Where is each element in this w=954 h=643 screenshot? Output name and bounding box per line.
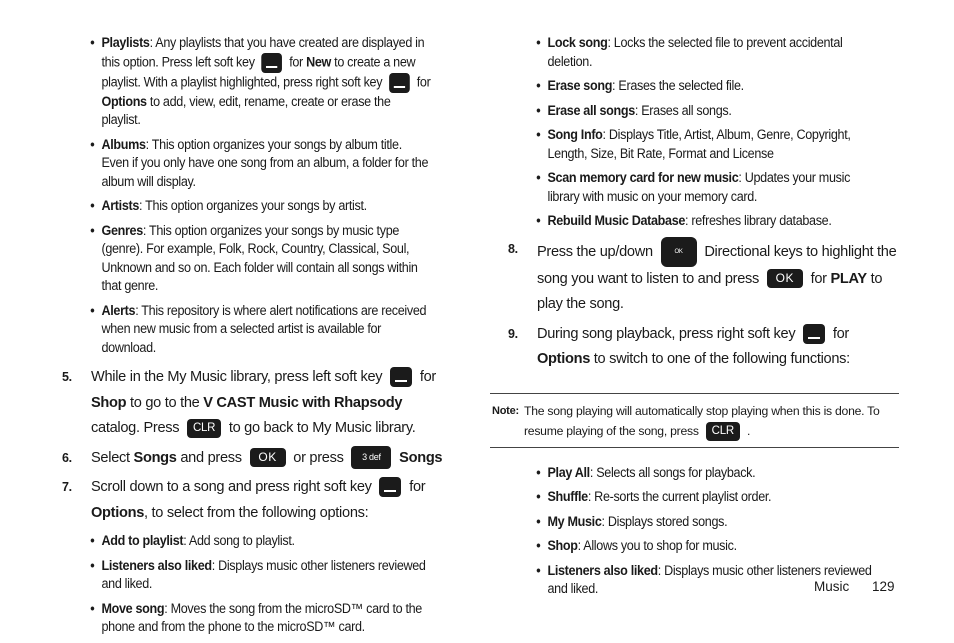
clr-key-icon: CLR (706, 422, 740, 441)
left-column (62, 34, 454, 643)
right-soft-key-icon (379, 477, 401, 497)
bullet-genres: • Genres: This option organizes your songs by music type (genre). For example, Folk, Rock, Country, Classical, Soul, Unknown and so on. Each folder will contain all songs within that genre. (90, 222, 418, 293)
bullet-my-music: • My Music: Displays stored songs. (536, 513, 728, 529)
step-6: 6. Select Songs and press OK or press 3 def Songs (62, 446, 454, 472)
page-number: 129 (872, 579, 895, 594)
bullet-song-info: • Song Info: Displays Title, Artist, Album, Genre, Copyright, Length, Size, Bit Rate, Format and License (536, 127, 851, 161)
bullet-playlists: • Playlists: Any playlists that you have created are displayed in this option. Press left soft key for New to create a new playlist. With a playlist highlighted, press right soft key for Options to add, view, edit, rename, create or erase the playlist. (90, 35, 431, 127)
bullet-scan-memory-card: • Scan memory card for new music: Updates your music library with music on your memory card. (536, 170, 851, 204)
right-soft-key-icon (389, 73, 410, 93)
page-footer (0, 579, 954, 599)
bullet-shop: • Shop: Allows you to shop for music. (536, 538, 737, 554)
bullet-move-song: • Move song: Moves the song from the microSD™ card to the phone and from the phone to the microSD™ card. (90, 600, 422, 634)
note-box: Note: The song playing will automatically stop playing when this is done. To resume playing of the song, press CLR . (490, 393, 899, 448)
note-label: Note: (492, 404, 519, 417)
bullet-dot: • (90, 35, 95, 50)
bullet-shuffle: • Shuffle: Re-sorts the current playlist order. (536, 489, 772, 505)
step-5: 5. While in the My Music library, press left soft key for Shop to go to the V CAST Music with Rhapsody catalog. Press CLR to go back to My Music library. (62, 369, 436, 436)
bullet-add-to-playlist: • Add to playlist: Add song to playlist. (90, 533, 295, 548)
bullet-albums: • Albums: This option organizes your songs by album title. Even if you only have one song from an album, a folder for the album will display. (90, 136, 429, 189)
left-soft-key-icon (390, 367, 412, 387)
left-soft-key-icon (262, 53, 283, 73)
bullet-artists: • Artists: This option organizes your songs by artist. (90, 198, 367, 213)
bullet-erase-all-songs: • Erase all songs: Erases all songs. (536, 102, 732, 118)
term: Playlists (101, 35, 150, 50)
directional-key-icon: OK (661, 237, 697, 267)
clr-key-icon: CLR (187, 419, 221, 438)
bullet-rebuild-music-database: • Rebuild Music Database: refreshes library database. (536, 213, 832, 228)
bullet-alerts: • Alerts: This repository is where alert notifications are received when new music from a selected artist is available for download. (90, 302, 427, 355)
bullet-play-all: • Play All: Selects all songs for playback. (536, 464, 756, 480)
ok-key-icon: OK (250, 448, 286, 467)
def-key-icon: 3 def (351, 446, 391, 469)
step-8: 8. Press the up/down OK Directional keys to highlight the song you want to listen to and press OK for PLAY to play the song. (508, 237, 900, 318)
footer-section: Music (814, 579, 850, 594)
step-7: 7. Scroll down to a song and press right soft key for Options, to select from the following options: (62, 479, 426, 521)
right-column (492, 34, 900, 605)
right-soft-key-icon (803, 324, 825, 344)
bullet-lock-song: • Lock song: Locks the selected file to prevent accidental deletion. (536, 35, 843, 69)
bullet-erase-song: • Erase song: Erases the selected file. (536, 78, 744, 93)
ok-key-icon: OK (767, 269, 803, 288)
step-9: 9. During song playback, press right soft key for Options to switch to one of the following functions: (508, 325, 850, 367)
bullet-listeners-also-liked-2: • Listeners also liked: Displays music other listeners reviewed and liked. (536, 562, 872, 597)
bullet-listeners-also-liked: • Listeners also liked: Displays music other listeners reviewed and liked. (90, 557, 426, 591)
